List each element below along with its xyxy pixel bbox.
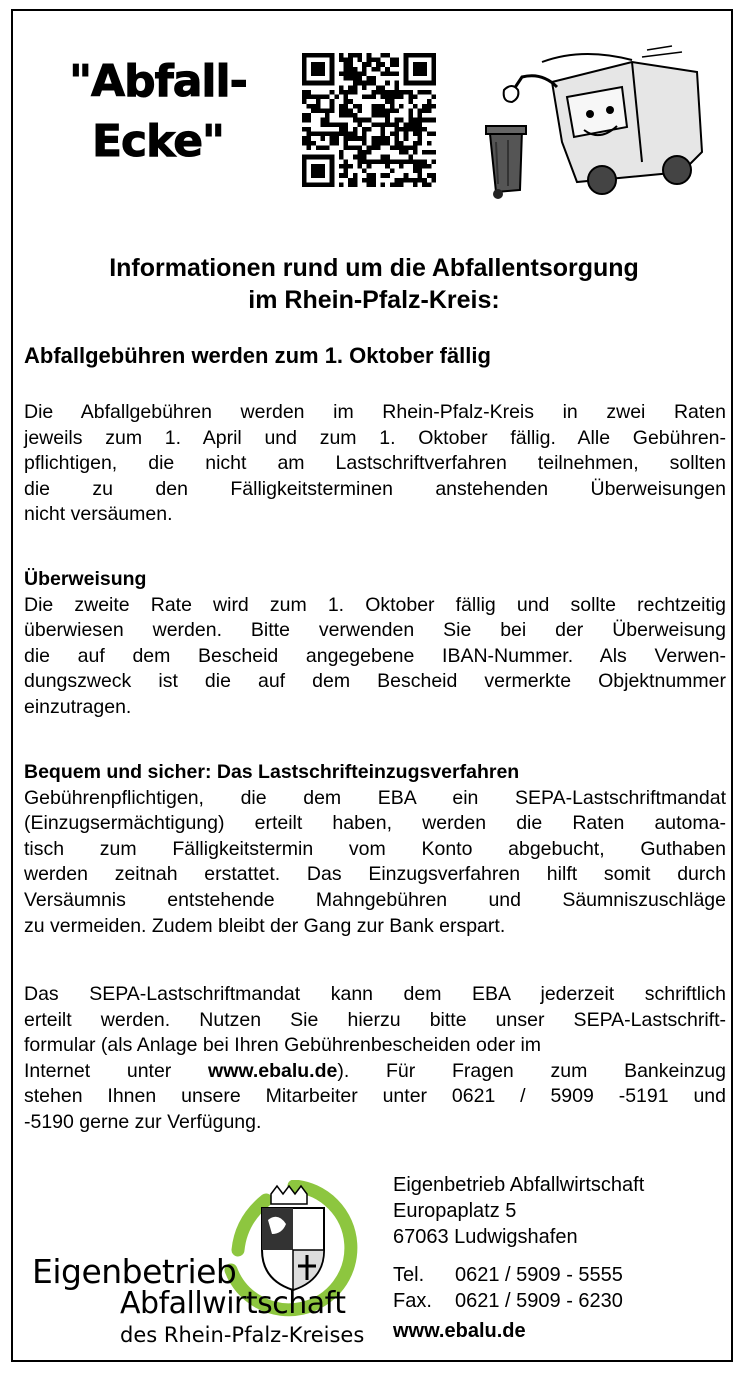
sepa-line: erteilt werden. Nutzen Sie hierzu bitte unser SEPA-Lastschrift- (24, 1008, 726, 1031)
lastschrift-title: Bequem und sicher: Das Lastschrifteinzugsverfahren (24, 761, 520, 783)
intro-paragraph (24, 400, 726, 528)
lastschrift-line: Versäumnis entstehende Mahngebühren und Säumniszuschläge (24, 888, 726, 911)
logo-text-kreis: des Rhein-Pfalz-Kreises (120, 1323, 365, 1347)
main-heading-line1: Informationen rund um die Abfallentsorgung (109, 254, 639, 282)
fax-label: Fax. (393, 1290, 432, 1312)
lastschrift-section (24, 760, 726, 939)
fax-row (393, 1288, 623, 1314)
logo-text-eigenbetrieb: Eigenbetrieb (32, 1252, 237, 1291)
intro-line: die zu den Fälligkeitsterminen anstehenden Überweisungen (24, 477, 726, 500)
sepa-line: -5190 gerne zur Verfügung. (24, 1110, 262, 1133)
sepa-line: Das SEPA-Lastschriftmandat kann dem EBA jederzeit schriftlich (24, 983, 726, 1005)
contact-block (393, 1262, 623, 1314)
fax-number: 0621 / 5909 - 6230 (455, 1290, 623, 1312)
ueberweisung-line: dungszweck ist die auf dem Bescheid vermerkte Objektnummer (24, 670, 726, 693)
main-heading (20, 252, 728, 316)
lastschrift-line: Gebührenpflichtigen, die dem EBA ein SEPA-Lastschriftmandat (24, 786, 726, 809)
ebalu-link[interactable]: www.ebalu.de (208, 1059, 338, 1082)
ueberweisung-section (24, 567, 726, 721)
sepa-line: stehen Ihnen unsere Mitarbeiter unter 0621 / 5909 -5191 und (24, 1085, 726, 1108)
lastschrift-line: werden zeitnah erstattet. Das Einzugsverfahren hilft somit durch (24, 863, 726, 886)
address-street: Europaplatz 5 (393, 1200, 517, 1222)
website-link[interactable]: www.ebalu.de (393, 1320, 526, 1342)
sepa-line: formular (als Anlage bei Ihren Gebührenbescheiden oder im (24, 1034, 542, 1057)
ueberweisung-line: überwiesen werden. Bitte verwenden Sie bei der Überweisung (24, 619, 726, 642)
intro-line: pflichtigen, die nicht am Lastschriftverfahren teilnehmen, sollten (24, 452, 726, 475)
intro-line: jeweils zum 1. April und zum 1. Oktober fällig. Alle Gebühren- (24, 426, 726, 449)
logo-text-abfallwirtschaft: Abfallwirtschaft (120, 1286, 346, 1321)
address-name: Eigenbetrieb Abfallwirtschaft (393, 1174, 645, 1196)
lastschrift-line: tisch zum Fälligkeitstermin vom Konto abgebucht, Guthaben (24, 837, 726, 860)
sepa-line-pre: Internet unter (24, 1059, 209, 1082)
intro-line: nicht versäumen. (24, 503, 173, 526)
abfall-ecke-line1: "Abfall- (69, 56, 247, 107)
garbage-truck-illustration-icon (482, 42, 714, 202)
abfall-ecke-line2: Ecke" (92, 116, 224, 167)
qr-code-icon[interactable] (302, 53, 436, 187)
main-heading-line2: im Rhein-Pfalz-Kreis: (248, 286, 500, 314)
sepa-line-post: ). Für Fragen zum Bankeinzug (337, 1059, 726, 1082)
abfall-ecke-title (63, 52, 253, 172)
tel-number[interactable]: 0621 / 5909 - 5555 (455, 1264, 623, 1286)
tel-label: Tel. (393, 1264, 425, 1286)
sepa-paragraph (24, 982, 726, 1136)
ueberweisung-line: Die zweite Rate wird zum 1. Oktober fällig und sollte rechtzeitig (24, 593, 726, 616)
address-city: 67063 Ludwigshafen (393, 1226, 578, 1248)
sepa-line-link (24, 1059, 726, 1085)
address-block (393, 1172, 644, 1250)
sub-heading: Abfallgebühren werden zum 1. Oktober fällig (24, 343, 491, 368)
lastschrift-line: (Einzugsermächtigung) erteilt haben, werden die Raten automa- (24, 812, 726, 835)
ueberweisung-title: Überweisung (24, 568, 147, 590)
intro-line: Die Abfallgebühren werden im Rhein-Pfalz-Kreis in zwei Raten (24, 401, 726, 423)
ueberweisung-line: einzutragen. (24, 695, 132, 718)
lastschrift-line: zu vermeiden. Zudem bleibt der Gang zur Bank erspart. (24, 914, 506, 937)
tel-row (393, 1262, 623, 1288)
ueberweisung-line: die auf dem Bescheid angegebene IBAN-Nummer. Als Verwen- (24, 644, 726, 667)
